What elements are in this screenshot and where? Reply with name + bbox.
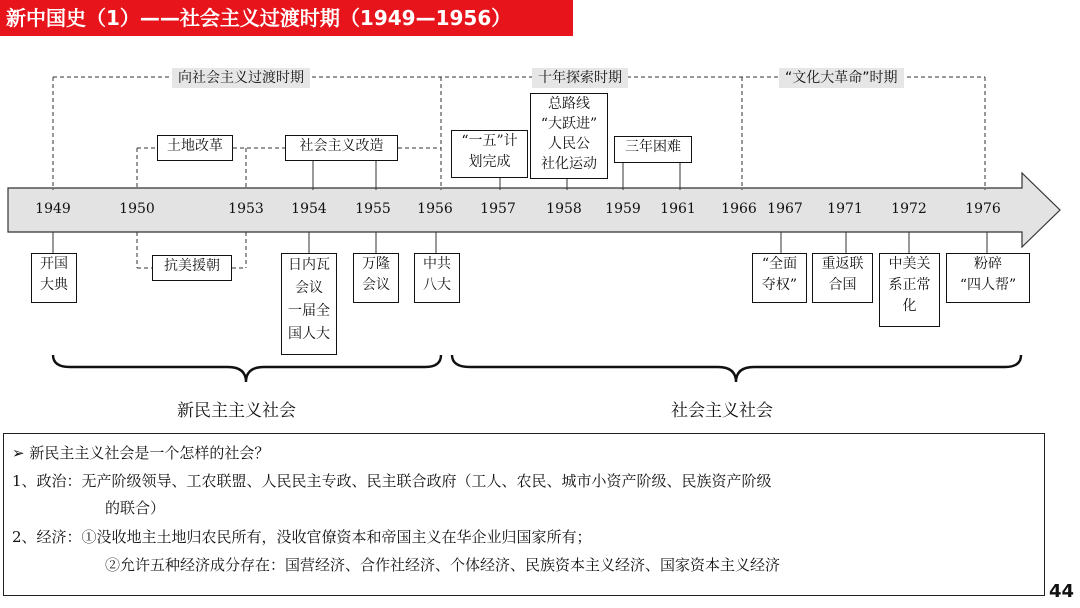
economy-line-2: ②允许五种经济成分存在：国营经济、合作社经济、个体经济、民族资本主义经济、国家资本主义经济 <box>105 556 781 574</box>
period-band-cultural-revolution: “文化大革命”时期 <box>779 68 904 88</box>
event-box-korean-war: 抗美援朝 <box>152 255 232 281</box>
event-box-sino-us-relations: 中美关 系正常 化 <box>879 253 940 327</box>
event-box-land-reform: 土地改革 <box>157 135 233 161</box>
era-label-socialist: 社会主义社会 <box>671 401 773 421</box>
year-label: 1955 <box>355 201 391 217</box>
year-label: 1972 <box>891 201 927 217</box>
year-label: 1966 <box>721 201 757 217</box>
event-box-gang-of-four: 粉碎 “四人帮” <box>946 253 1030 303</box>
year-label: 1976 <box>965 201 1001 217</box>
info-box <box>3 433 1045 596</box>
event-box-bandung-conference: 万隆 会议 <box>353 253 399 303</box>
era-braces <box>53 355 1021 382</box>
event-box-geneva-conference: 日内瓦 会议 一届全 国人大 <box>281 253 337 355</box>
politics-line: 1、政治：无产阶级领导、工农联盟、人民民主专政、民主联合政府（工人、农民、城市小资产阶级、民族资产阶级 <box>12 472 772 490</box>
economy-line: 2、经济：①没收地主土地归农民所有，没收官僚资本和帝国主义在华企业归国家所有； <box>12 528 592 546</box>
event-box-seize-power: “全面 夺权” <box>752 253 807 303</box>
year-label: 1959 <box>605 201 641 217</box>
period-band-transition: 向社会主义过渡时期 <box>172 68 310 88</box>
year-label: 1971 <box>827 201 863 217</box>
question-text: 新民主主义社会是一个怎样的社会？ <box>29 444 270 462</box>
event-box-first-five-year-plan: “一五”计 划完成 <box>451 130 528 178</box>
year-label: 1949 <box>35 201 71 217</box>
info-question <box>12 442 269 463</box>
event-box-founding-ceremony: 开国 大典 <box>31 253 77 303</box>
year-label: 1954 <box>291 201 327 217</box>
year-label: 1950 <box>119 201 155 217</box>
year-label: 1958 <box>546 201 582 217</box>
event-box-great-leap-forward: 总路线 “大跃进” 人民公 社化运动 <box>530 93 608 179</box>
year-label: 1957 <box>480 201 516 217</box>
page-title: 新中国史（1）——社会主义过渡时期（1949—1956） <box>0 0 573 36</box>
period-band-exploration: 十年探索时期 <box>532 68 628 88</box>
event-box-return-un: 重返联 合国 <box>812 253 873 303</box>
politics-line-cont: 的联合） <box>105 499 166 517</box>
year-label: 1956 <box>417 201 453 217</box>
event-box-socialist-transformation: 社会主义改造 <box>285 135 398 161</box>
year-label: 1961 <box>660 201 696 217</box>
event-box-three-year-difficulty: 三年困难 <box>614 136 692 163</box>
year-label: 1953 <box>228 201 264 217</box>
bullet-arrow-icon: ➢ <box>12 444 30 462</box>
page-number: 44 <box>1048 581 1074 602</box>
event-box-eighth-congress: 中共 八大 <box>414 253 460 303</box>
era-label-new-democratic: 新民主主义社会 <box>177 401 296 421</box>
year-label: 1967 <box>767 201 803 217</box>
